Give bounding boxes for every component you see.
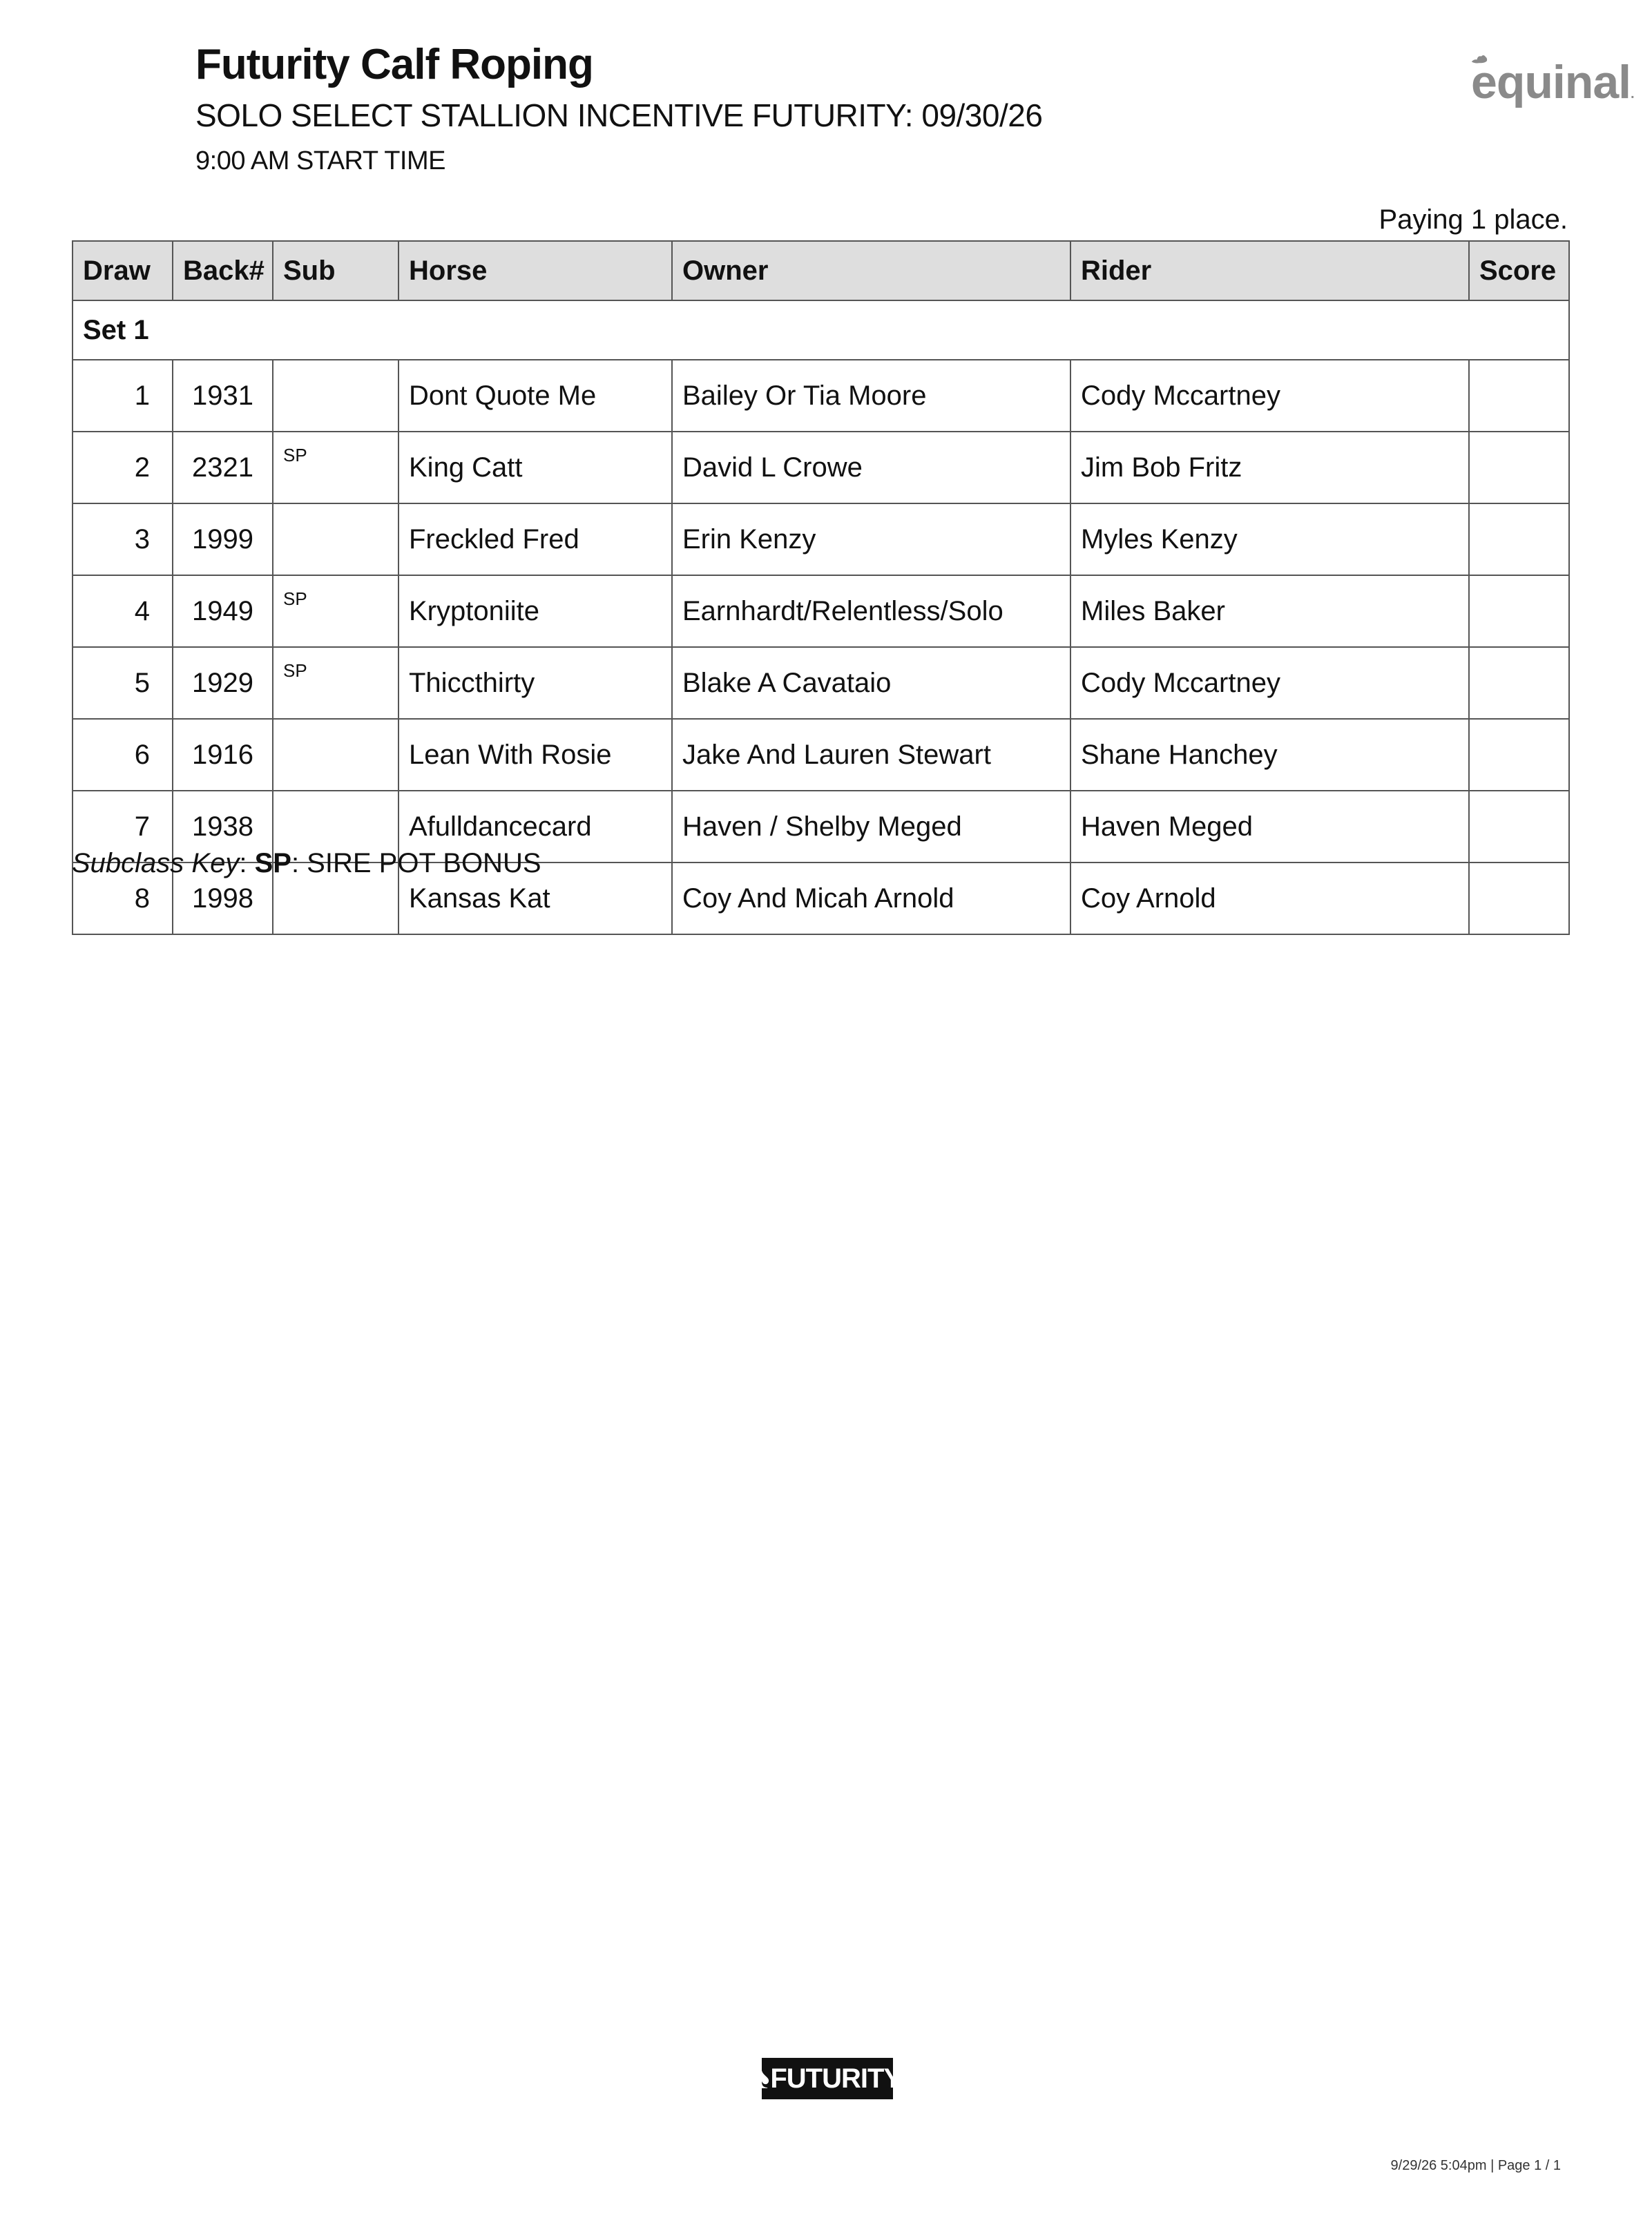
back-number-cell: 1938 <box>173 791 273 863</box>
draw-cell: 1 <box>73 360 173 432</box>
table-row <box>73 719 1569 791</box>
column-header-horse: Horse <box>398 241 672 300</box>
draw-cell: 7 <box>73 791 173 863</box>
set-label: Set 1 <box>73 300 1569 360</box>
subclass-key-description: SIRE POT BONUS <box>307 848 541 878</box>
table-row <box>73 647 1569 719</box>
owner-cell: Coy And Micah Arnold <box>672 863 1070 934</box>
rider-cell: Cody Mccartney <box>1070 360 1469 432</box>
back-number-cell: 1949 <box>173 575 273 647</box>
futurity-logo-text: FUTURITY <box>770 2063 902 2094</box>
page-title: Futurity Calf Roping <box>195 41 593 88</box>
rider-cell: Coy Arnold <box>1070 863 1469 934</box>
back-number-cell: 1998 <box>173 863 273 934</box>
owner-cell: David L Crowe <box>672 432 1070 503</box>
rider-cell: Shane Hanchey <box>1070 719 1469 791</box>
subclass-cell <box>273 360 398 432</box>
horse-cell: Lean With Rosie <box>398 719 672 791</box>
column-header-rider: Rider <box>1070 241 1469 300</box>
subclass-cell <box>273 503 398 575</box>
score-cell <box>1469 719 1569 791</box>
start-time: 9:00 AM START TIME <box>195 146 445 175</box>
score-cell <box>1469 432 1569 503</box>
column-header-sub: Sub <box>273 241 398 300</box>
column-header-score: Score <box>1469 241 1569 300</box>
owner-cell: Haven / Shelby Meged <box>672 791 1070 863</box>
score-cell <box>1469 791 1569 863</box>
horse-cell: Thiccthirty <box>398 647 672 719</box>
subclass-key-code: SP <box>254 848 291 878</box>
owner-cell: Erin Kenzy <box>672 503 1070 575</box>
table-header-row <box>73 241 1569 300</box>
subclass-cell: SP <box>273 432 398 503</box>
print-timestamp: 9/29/26 5:04pm | Page 1 / 1 <box>1390 2158 1561 2173</box>
column-header-draw: Draw <box>73 241 173 300</box>
logo-text: equinal <box>1471 56 1631 108</box>
horse-cell: Afulldancecard <box>398 791 672 863</box>
horse-cell: King Catt <box>398 432 672 503</box>
equinal-logo <box>1471 55 1634 109</box>
subclass-cell: SP <box>273 647 398 719</box>
draw-cell: 6 <box>73 719 173 791</box>
rider-cell: Myles Kenzy <box>1070 503 1469 575</box>
back-number-cell: 2321 <box>173 432 273 503</box>
score-cell <box>1469 503 1569 575</box>
table-row <box>73 360 1569 432</box>
score-cell <box>1469 647 1569 719</box>
draw-cell: 2 <box>73 432 173 503</box>
column-header-owner: Owner <box>672 241 1070 300</box>
subclass-key-label: Subclass Key <box>72 848 240 878</box>
owner-cell: Bailey Or Tia Moore <box>672 360 1070 432</box>
spade-icon: ♠ <box>753 2061 769 2095</box>
draw-cell: 4 <box>73 575 173 647</box>
table-row <box>73 503 1569 575</box>
rider-cell: Miles Baker <box>1070 575 1469 647</box>
paying-places: Paying 1 place. <box>1379 204 1568 235</box>
rider-cell: Jim Bob Fritz <box>1070 432 1469 503</box>
table-row <box>73 432 1569 503</box>
draw-cell: 5 <box>73 647 173 719</box>
document-header <box>195 40 1042 178</box>
back-number-cell: 1931 <box>173 360 273 432</box>
back-number-cell: 1999 <box>173 503 273 575</box>
back-number-cell: 1916 <box>173 719 273 791</box>
futurity-logo <box>753 2058 902 2099</box>
draw-cell: 8 <box>73 863 173 934</box>
logo-dot: . <box>1631 86 1634 102</box>
rider-cell: Cody Mccartney <box>1070 647 1469 719</box>
score-cell <box>1469 575 1569 647</box>
back-number-cell: 1929 <box>173 647 273 719</box>
horse-cell: Dont Quote Me <box>398 360 672 432</box>
owner-cell: Jake And Lauren Stewart <box>672 719 1070 791</box>
draw-table <box>72 240 1570 935</box>
horse-cell: Kansas Kat <box>398 863 672 934</box>
score-cell <box>1469 360 1569 432</box>
event-subtitle: SOLO SELECT STALLION INCENTIVE FUTURITY: 09/30/26 <box>195 97 1043 133</box>
table-row <box>73 575 1569 647</box>
owner-cell: Earnhardt/Relentless/Solo <box>672 575 1070 647</box>
draw-cell: 3 <box>73 503 173 575</box>
horse-cell: Kryptoniite <box>398 575 672 647</box>
horse-cell: Freckled Fred <box>398 503 672 575</box>
column-header-back: Back# <box>173 241 273 300</box>
owner-cell: Blake A Cavataio <box>672 647 1070 719</box>
rider-cell: Haven Meged <box>1070 791 1469 863</box>
score-cell <box>1469 863 1569 934</box>
set-row <box>73 300 1569 360</box>
subclass-cell: SP <box>273 575 398 647</box>
subclass-key: Subclass Key: SP: SIRE POT BONUS <box>72 848 541 878</box>
subclass-cell <box>273 719 398 791</box>
